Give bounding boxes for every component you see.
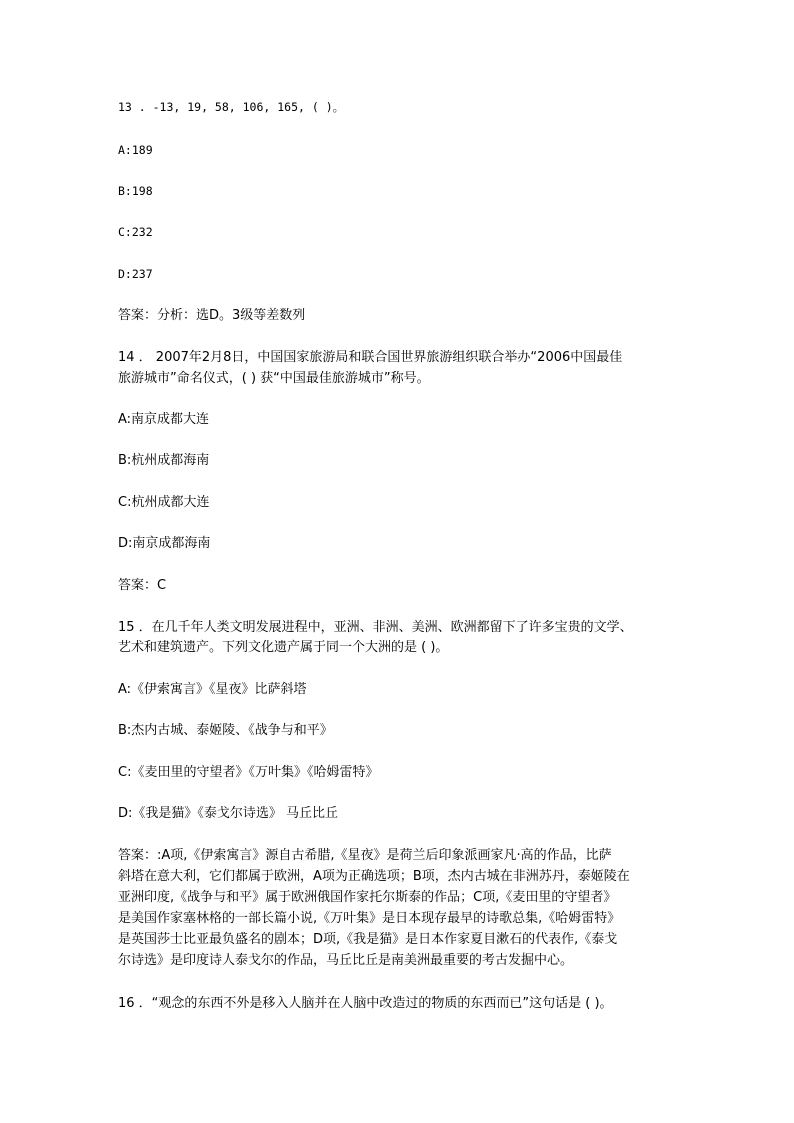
question-13-option-b: B:198 bbox=[118, 184, 153, 198]
question-14-option-c: C:杭州成都大连 bbox=[118, 495, 210, 510]
question-15-answer-line-5: 是英国莎士比亚最负盛名的剧本；D项,《我是猫》是日本作家夏目漱石的代表作,《泰戈 bbox=[118, 932, 618, 947]
question-15-option-a: A:《伊索寓言》《星夜》比萨斜塔 bbox=[118, 682, 307, 697]
question-14-option-d: D:南京成都海南 bbox=[118, 536, 211, 551]
question-15-answer-line-1: 答案：:A项,《伊索寓言》源自古希腊,《星夜》是荷兰后印象派画家凡·高的作品，比萨 bbox=[118, 848, 612, 863]
question-15-option-d: D:《我是猫》《泰戈尔诗选》 马丘比丘 bbox=[118, 806, 339, 821]
question-14-option-b: B:杭州成都海南 bbox=[118, 453, 210, 468]
question-15-option-c: C:《麦田里的守望者》《万叶集》《哈姆雷特》 bbox=[118, 765, 379, 780]
question-14-stem-line-1: 14 ． 2007年2月8日，中国国家旅游局和联合国世界旅游组织联合举办“2006中国最佳 bbox=[118, 350, 623, 365]
question-14-stem-line-2: 旅游城市”命名仪式，( ) 获“中国最佳旅游城市”称号。 bbox=[118, 371, 430, 386]
question-14-option-a: A:南京成都大连 bbox=[118, 412, 210, 427]
question-14-answer: 答案：C bbox=[118, 578, 167, 593]
question-15-answer-line-6: 尔诗选》是印度诗人泰戈尔的作品，马丘比丘是南美洲最重要的考古发掘中心。 bbox=[118, 953, 574, 968]
question-15-stem-line-2: 艺术和建筑遗产。下列文化遗产属于同一个大洲的是 ( )。 bbox=[118, 640, 449, 655]
question-15-option-b: B:杰内古城、泰姬陵、《战争与和平》 bbox=[118, 723, 333, 738]
question-13-option-c: C:232 bbox=[118, 225, 153, 239]
question-13-stem: 13 . -13, 19, 58, 106, 165, ( )。 bbox=[118, 100, 345, 114]
question-15-stem-line-1: 15 ．在几千年人类文明发展进程中，亚洲、非洲、美洲、欧洲都留下了许多宝贵的文学、 bbox=[118, 620, 633, 635]
question-15-answer-line-4: 是美国作家塞林格的一部长篇小说,《万叶集》是日本现存最早的诗歌总集,《哈姆雷特》 bbox=[118, 911, 621, 926]
question-16-stem: 16 ．“观念的东西不外是移入人脑并在人脑中改造过的物质的东西而已”这句话是 ( )。 bbox=[118, 996, 613, 1011]
question-13-answer: 答案：分析：选D。3级等差数列 bbox=[118, 308, 306, 323]
question-15-answer-line-2: 斜塔在意大利，它们都属于欧洲，A项为正确选项；B项，杰内古城在非洲苏丹，泰姬陵在 bbox=[118, 869, 630, 884]
question-13-option-a: A:189 bbox=[118, 143, 153, 157]
question-15-answer-line-3: 亚洲印度,《战争与和平》属于欧洲俄国作家托尔斯泰的作品；C项,《麦田里的守望者》 bbox=[118, 890, 617, 905]
question-13-option-d: D:237 bbox=[118, 267, 153, 281]
